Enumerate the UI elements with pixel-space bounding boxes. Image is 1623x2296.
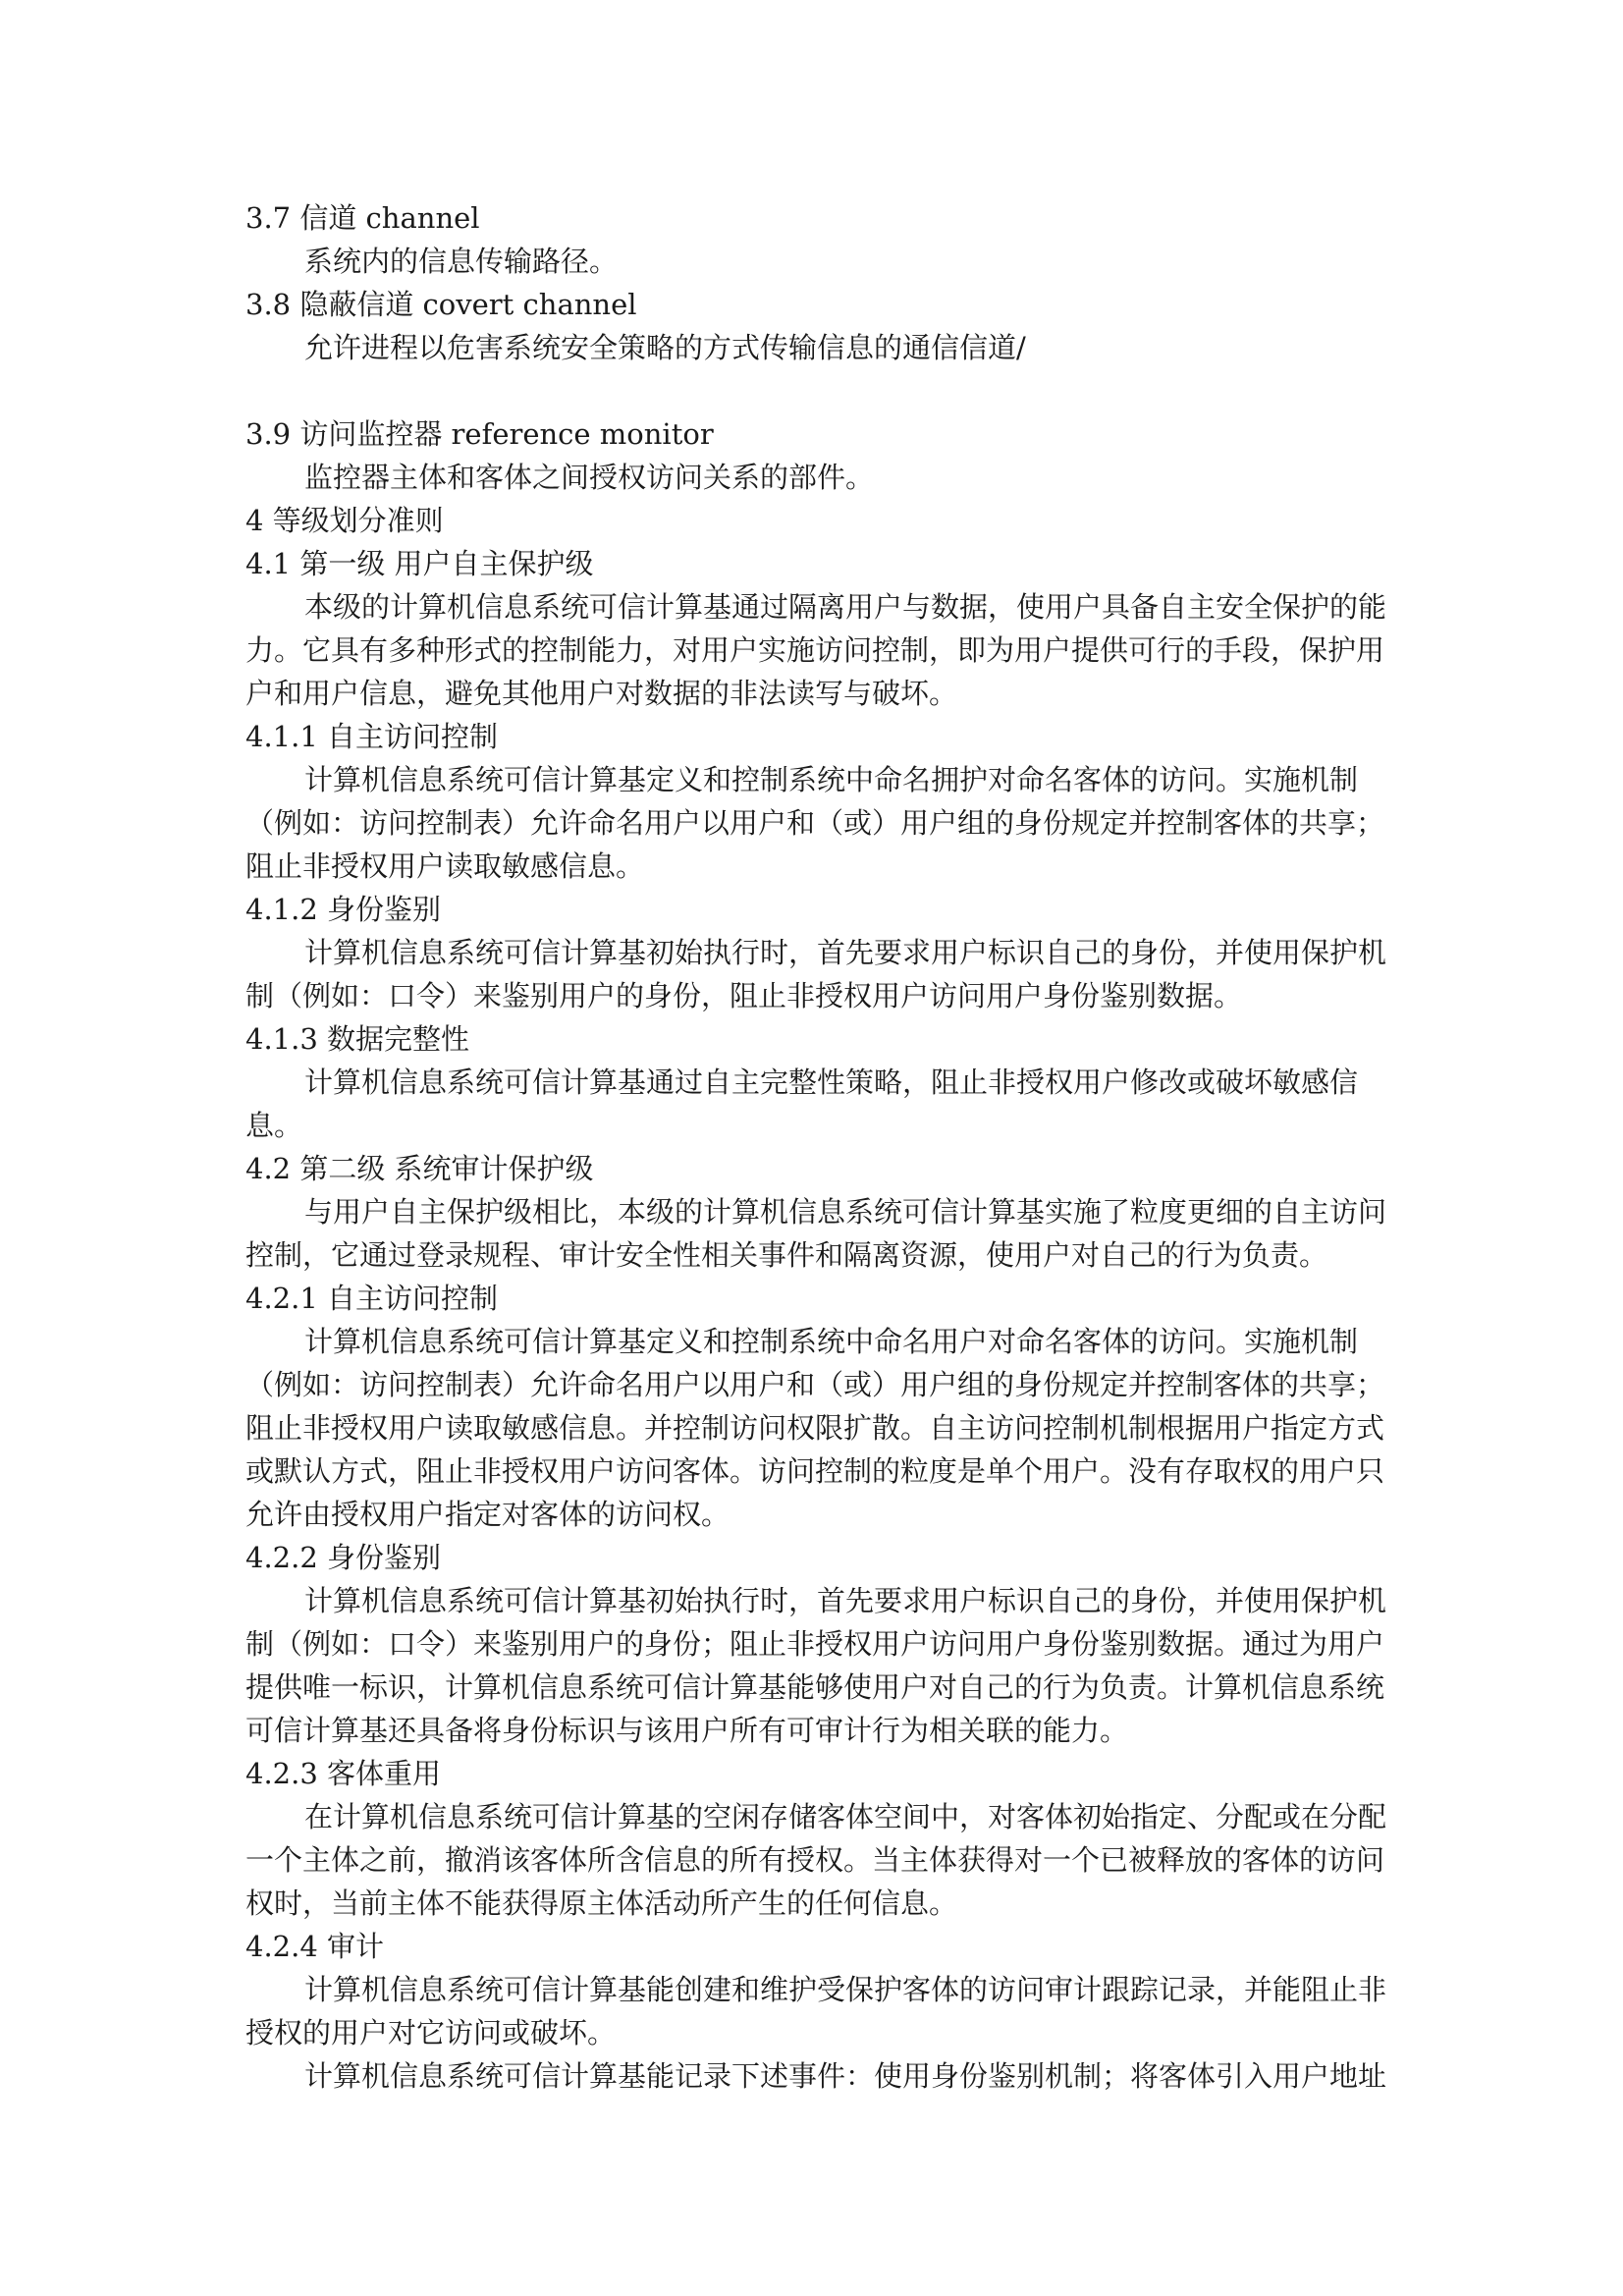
paragraph-line: 计算机信息系统可信计算基能记录下述事件：使用身份鉴别机制；将客体引入用户地址 (304, 2059, 1387, 2093)
paragraph-line: 制（例如：口令）来鉴别用户的身份，阻止非授权用户访问用户身份鉴别数据。 (245, 979, 1243, 1012)
paragraph-line: 一个主体之前，撤消该客体所含信息的所有授权。当主体获得对一个已被释放的客体的访问 (245, 1843, 1385, 1877)
paragraph-line: 权时，当前主体不能获得原主体活动所产生的任何信息。 (245, 1886, 958, 1920)
paragraph-line: 在计算机信息系统可信计算基的空闲存储客体空间中，对客体初始指定、分配或在分配 (304, 1800, 1387, 1833)
section-heading: 4.1.3 数据完整性 (245, 1022, 470, 1056)
paragraph-line: 阻止非授权用户读取敏感信息。并控制访问权限扩散。自主访问控制机制根据用户指定方式 (245, 1411, 1385, 1445)
paragraph-line: 计算机信息系统可信计算基初始执行时，首先要求用户标识自己的身份，并使用保护机 (304, 936, 1387, 969)
paragraph-line: 或默认方式，阻止非授权用户访问客体。访问控制的粒度是单个用户。没有存取权的用户只 (245, 1454, 1385, 1488)
paragraph-line: 制（例如：口令）来鉴别用户的身份；阻止非授权用户访问用户身份鉴别数据。通过为用户 (245, 1627, 1385, 1661)
blank-line (245, 369, 1394, 412)
paragraph-line: 与用户自主保护级相比，本级的计算机信息系统可信计算基实施了粒度更细的自主访问 (304, 1195, 1387, 1229)
paragraph-line: 计算机信息系统可信计算基通过自主完整性策略，阻止非授权用户修改或破坏敏感信 (304, 1066, 1359, 1099)
paragraph-line: 息。 (245, 1109, 303, 1142)
paragraph-line: （例如：访问控制表）允许命名用户以用户和（或）用户组的身份规定并控制客体的共享； (245, 1368, 1385, 1401)
section-heading: 4 等级划分准则 (245, 504, 444, 537)
section-heading: 3.9 访问监控器 reference monitor (245, 417, 714, 451)
paragraph-line: 计算机信息系统可信计算基能创建和维护受保护客体的访问审计跟踪记录，并能阻止非 (304, 1973, 1387, 2006)
section-heading: 3.7 信道 channel (245, 201, 480, 235)
paragraph-line: （例如：访问控制表）允许命名用户以用户和（或）用户组的身份规定并控制客体的共享； (245, 806, 1385, 840)
section-heading: 4.2.1 自主访问控制 (245, 1282, 499, 1315)
document-page (245, 196, 1394, 2098)
paragraph-line: 力。它具有多种形式的控制能力，对用户实施访问控制，即为用户提供可行的手段，保护用 (245, 633, 1385, 667)
section-heading: 4.1.1 自主访问控制 (245, 720, 499, 753)
paragraph-line: 户和用户信息，避免其他用户对数据的非法读写与破坏。 (245, 677, 958, 710)
paragraph-line: 允许由授权用户指定对客体的访问权。 (245, 1498, 730, 1531)
section-heading: 4.2.2 身份鉴别 (245, 1541, 442, 1574)
paragraph-line: 允许进程以危害系统安全策略的方式传输信息的通信信道/ (304, 331, 1026, 364)
section-heading: 4.1.2 身份鉴别 (245, 893, 442, 926)
section-heading: 4.2.4 审计 (245, 1930, 385, 1963)
paragraph-line: 系统内的信息传输路径。 (304, 245, 619, 278)
section-heading: 4.1 第一级 用户自主保护级 (245, 547, 594, 580)
paragraph-line: 授权的用户对它访问或破坏。 (245, 2016, 617, 2050)
paragraph-line: 监控器主体和客体之间授权访问关系的部件。 (304, 461, 875, 494)
section-heading: 4.2.3 客体重用 (245, 1757, 442, 1790)
paragraph-line: 控制，它通过登录规程、审计安全性相关事件和隔离资源，使用户对自己的行为负责。 (245, 1238, 1328, 1272)
section-heading: 4.2 第二级 系统审计保护级 (245, 1152, 594, 1185)
paragraph-line: 提供唯一标识，计算机信息系统可信计算基能够使用户对自己的行为负责。计算机信息系统 (245, 1670, 1385, 1704)
paragraph-line: 计算机信息系统可信计算基初始执行时，首先要求用户标识自己的身份，并使用保护机 (304, 1584, 1387, 1617)
section-heading: 3.8 隐蔽信道 covert channel (245, 288, 637, 321)
paragraph-line: 计算机信息系统可信计算基定义和控制系统中命名拥护对命名客体的访问。实施机制 (304, 763, 1359, 796)
paragraph-line: 本级的计算机信息系统可信计算基通过隔离用户与数据，使用户具备自主安全保护的能 (304, 590, 1387, 624)
paragraph-line: 计算机信息系统可信计算基定义和控制系统中命名用户对命名客体的访问。实施机制 (304, 1325, 1359, 1358)
paragraph-line: 可信计算基还具备将身份标识与该用户所有可审计行为相关联的能力。 (245, 1714, 1129, 1747)
paragraph-line: 阻止非授权用户读取敏感信息。 (245, 849, 645, 883)
